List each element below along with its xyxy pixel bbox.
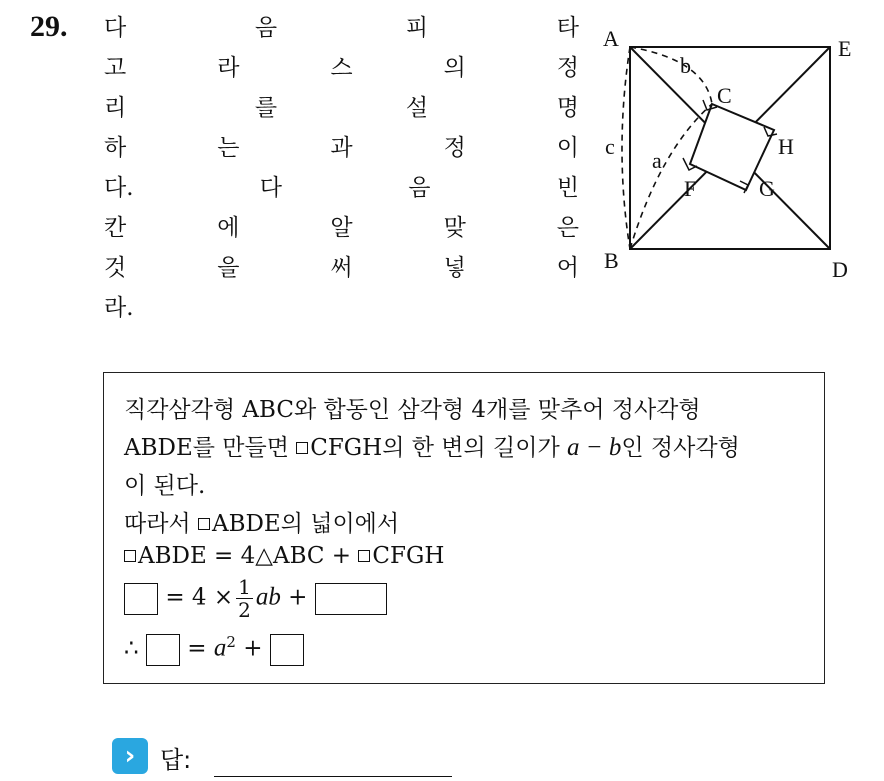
label-c: C	[717, 83, 732, 108]
question-number: 29.	[30, 10, 68, 43]
question-line: 라.	[104, 295, 134, 321]
box-line-6: = 4 × $\frac{1}{2}$ ab +	[124, 576, 387, 621]
square-symbol-icon	[358, 550, 370, 562]
box-line-7: ∴ = $a^2$ +	[124, 633, 304, 666]
explanation-box	[103, 372, 825, 684]
square-symbol-icon	[198, 518, 210, 530]
label-e: E	[838, 36, 852, 61]
arc-b	[630, 47, 712, 104]
fraction-one-half: $\frac{1}{2}$	[238, 575, 251, 622]
label-c-side: c	[605, 134, 615, 159]
side-length-expression: a − b	[567, 434, 622, 461]
square-symbol-icon	[124, 550, 136, 562]
answer-blank-3[interactable]	[146, 634, 180, 666]
box-line-5: ABDE = 4△ABC + CFGH	[124, 543, 444, 569]
question-text	[104, 8, 579, 328]
answer-blank-2[interactable]	[315, 583, 387, 615]
label-b-side: b	[680, 53, 691, 78]
question-line: 다. 다 음 빈	[104, 175, 579, 201]
square-symbol-icon	[296, 442, 308, 454]
question-line: 것 을 써 넣 어	[104, 255, 579, 281]
box-line-1: 직각삼각형 ABC와 합동인 삼각형 4개를 맞추어 정사각형	[124, 397, 701, 423]
question-line: 다 음 피 타	[104, 15, 579, 41]
box-line-3: 이 된다.	[124, 473, 206, 499]
arc-c	[622, 47, 630, 249]
arc-a	[630, 104, 712, 249]
box-line-2: ABDE를 만들면 CFGH의 한 변의 길이가 a − b인 정사각형	[124, 434, 740, 461]
question-line: 하 는 과 정 이	[104, 135, 579, 161]
label-a: A	[603, 26, 619, 51]
pythagoras-figure	[596, 18, 866, 288]
therefore-symbol: ∴	[124, 635, 139, 662]
answer-label: 답:	[160, 746, 192, 774]
question-line: 리 를 설 명	[104, 95, 579, 121]
label-f: F	[684, 176, 697, 201]
answer-blank-1[interactable]	[124, 583, 158, 615]
label-g: G	[759, 176, 775, 201]
label-h: H	[778, 134, 794, 159]
question-line: 고 라 스 의 정	[104, 55, 579, 81]
answer-input-line[interactable]	[214, 776, 452, 777]
answer-blank-4[interactable]	[270, 634, 304, 666]
chevron-right-icon: ›	[112, 738, 148, 774]
box-line-4: 따라서 ABDE의 넓이에서	[124, 511, 400, 537]
label-a-side: a	[652, 148, 662, 173]
label-b: B	[604, 248, 619, 273]
question-line: 칸 에 알 맞 은	[104, 215, 579, 241]
label-d: D	[832, 257, 848, 282]
